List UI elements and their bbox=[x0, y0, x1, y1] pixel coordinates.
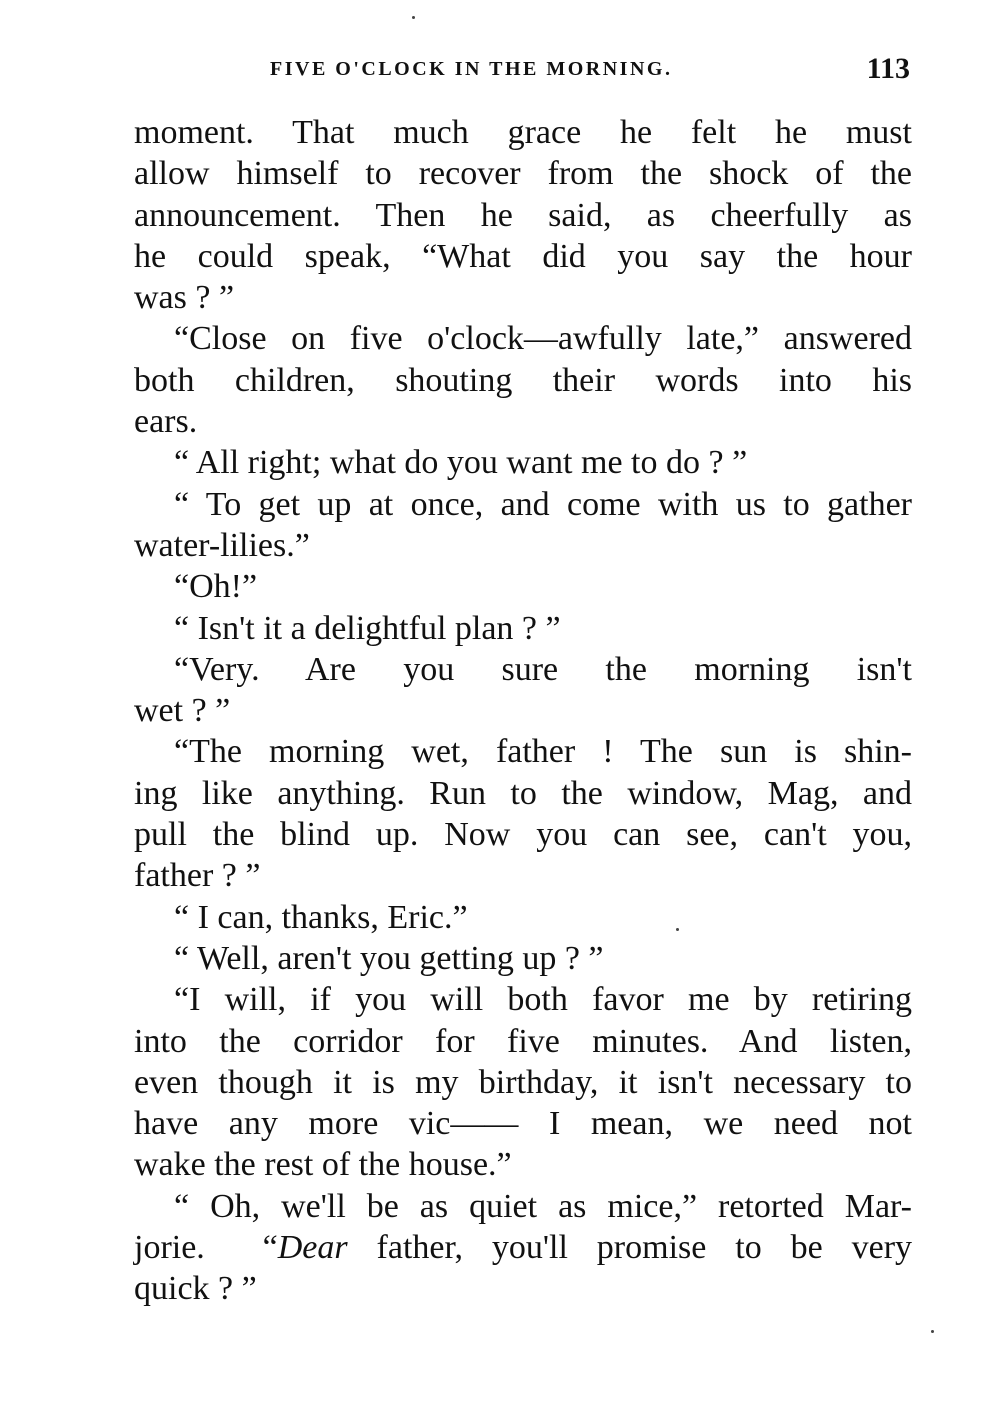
paper-speck bbox=[931, 1330, 934, 1333]
body-text bbox=[134, 112, 912, 1310]
text-line: allow himself to recover from the shock of the bbox=[134, 155, 912, 193]
text-line: pull the blind up. Now you can see, can't you, bbox=[134, 816, 912, 854]
text-line: wet ? ” bbox=[134, 692, 231, 730]
text-line: jorie. “Dear father, you'll promise to be very bbox=[134, 1229, 913, 1267]
text-line: “I will, if you will both favor me by retiring bbox=[174, 981, 912, 1019]
text-line: into the corridor for five minutes. And listen, bbox=[134, 1022, 912, 1060]
text-line: “ All right; what do you want me to do ? ” bbox=[174, 444, 748, 482]
text-line: was ? ” bbox=[134, 279, 235, 317]
text-line: “ Well, aren't you getting up ? ” bbox=[174, 939, 604, 977]
text-line: ears. bbox=[134, 403, 198, 441]
text-line: announcement. Then he said, as cheerfully as bbox=[134, 196, 912, 234]
text-line: “ To get up at once, and come with us to gather bbox=[174, 485, 912, 523]
text-line: “Oh!” bbox=[174, 568, 258, 606]
text-segment: father, you'll promise to be very bbox=[376, 1229, 913, 1267]
page-number: 113 bbox=[866, 52, 910, 85]
text-line: both children, shouting their words into his bbox=[134, 361, 912, 399]
text-line: father ? ” bbox=[134, 857, 261, 895]
text-line: he could speak, “What did you say the hour bbox=[134, 237, 912, 275]
text-line: “Close on five o'clock—awfully late,” answered bbox=[174, 320, 912, 358]
text-line: “Very. Are you sure the morning isn't bbox=[174, 650, 912, 688]
paper-speck bbox=[412, 16, 415, 19]
running-title: FIVE O'CLOCK IN THE MORNING. bbox=[270, 58, 673, 80]
text-line: wake the rest of the house.” bbox=[134, 1146, 512, 1184]
text-line: “ I can, thanks, Eric.” bbox=[174, 898, 468, 936]
text-line: moment. That much grace he felt he must bbox=[134, 114, 912, 151]
text-line: “ Isn't it a delightful plan ? ” bbox=[174, 609, 561, 647]
text-segment: jorie. bbox=[134, 1229, 205, 1267]
text-line: have any more vic—— I mean, we need not bbox=[134, 1105, 912, 1143]
page-header bbox=[270, 52, 910, 92]
text-line: ing like anything. Run to the window, Mag, and bbox=[134, 774, 912, 812]
text-line: “ Oh, we'll be as quiet as mice,” retorted Mar- bbox=[174, 1187, 912, 1225]
text-line: water-lilies.” bbox=[134, 526, 310, 564]
text-line: “The morning wet, father ! The sun is shin- bbox=[174, 733, 912, 771]
text-line: quick ? ” bbox=[134, 1270, 257, 1308]
text-line: even though it is my birthday, it isn't necessary to bbox=[134, 1063, 912, 1101]
italic-word: Dear bbox=[277, 1229, 348, 1267]
